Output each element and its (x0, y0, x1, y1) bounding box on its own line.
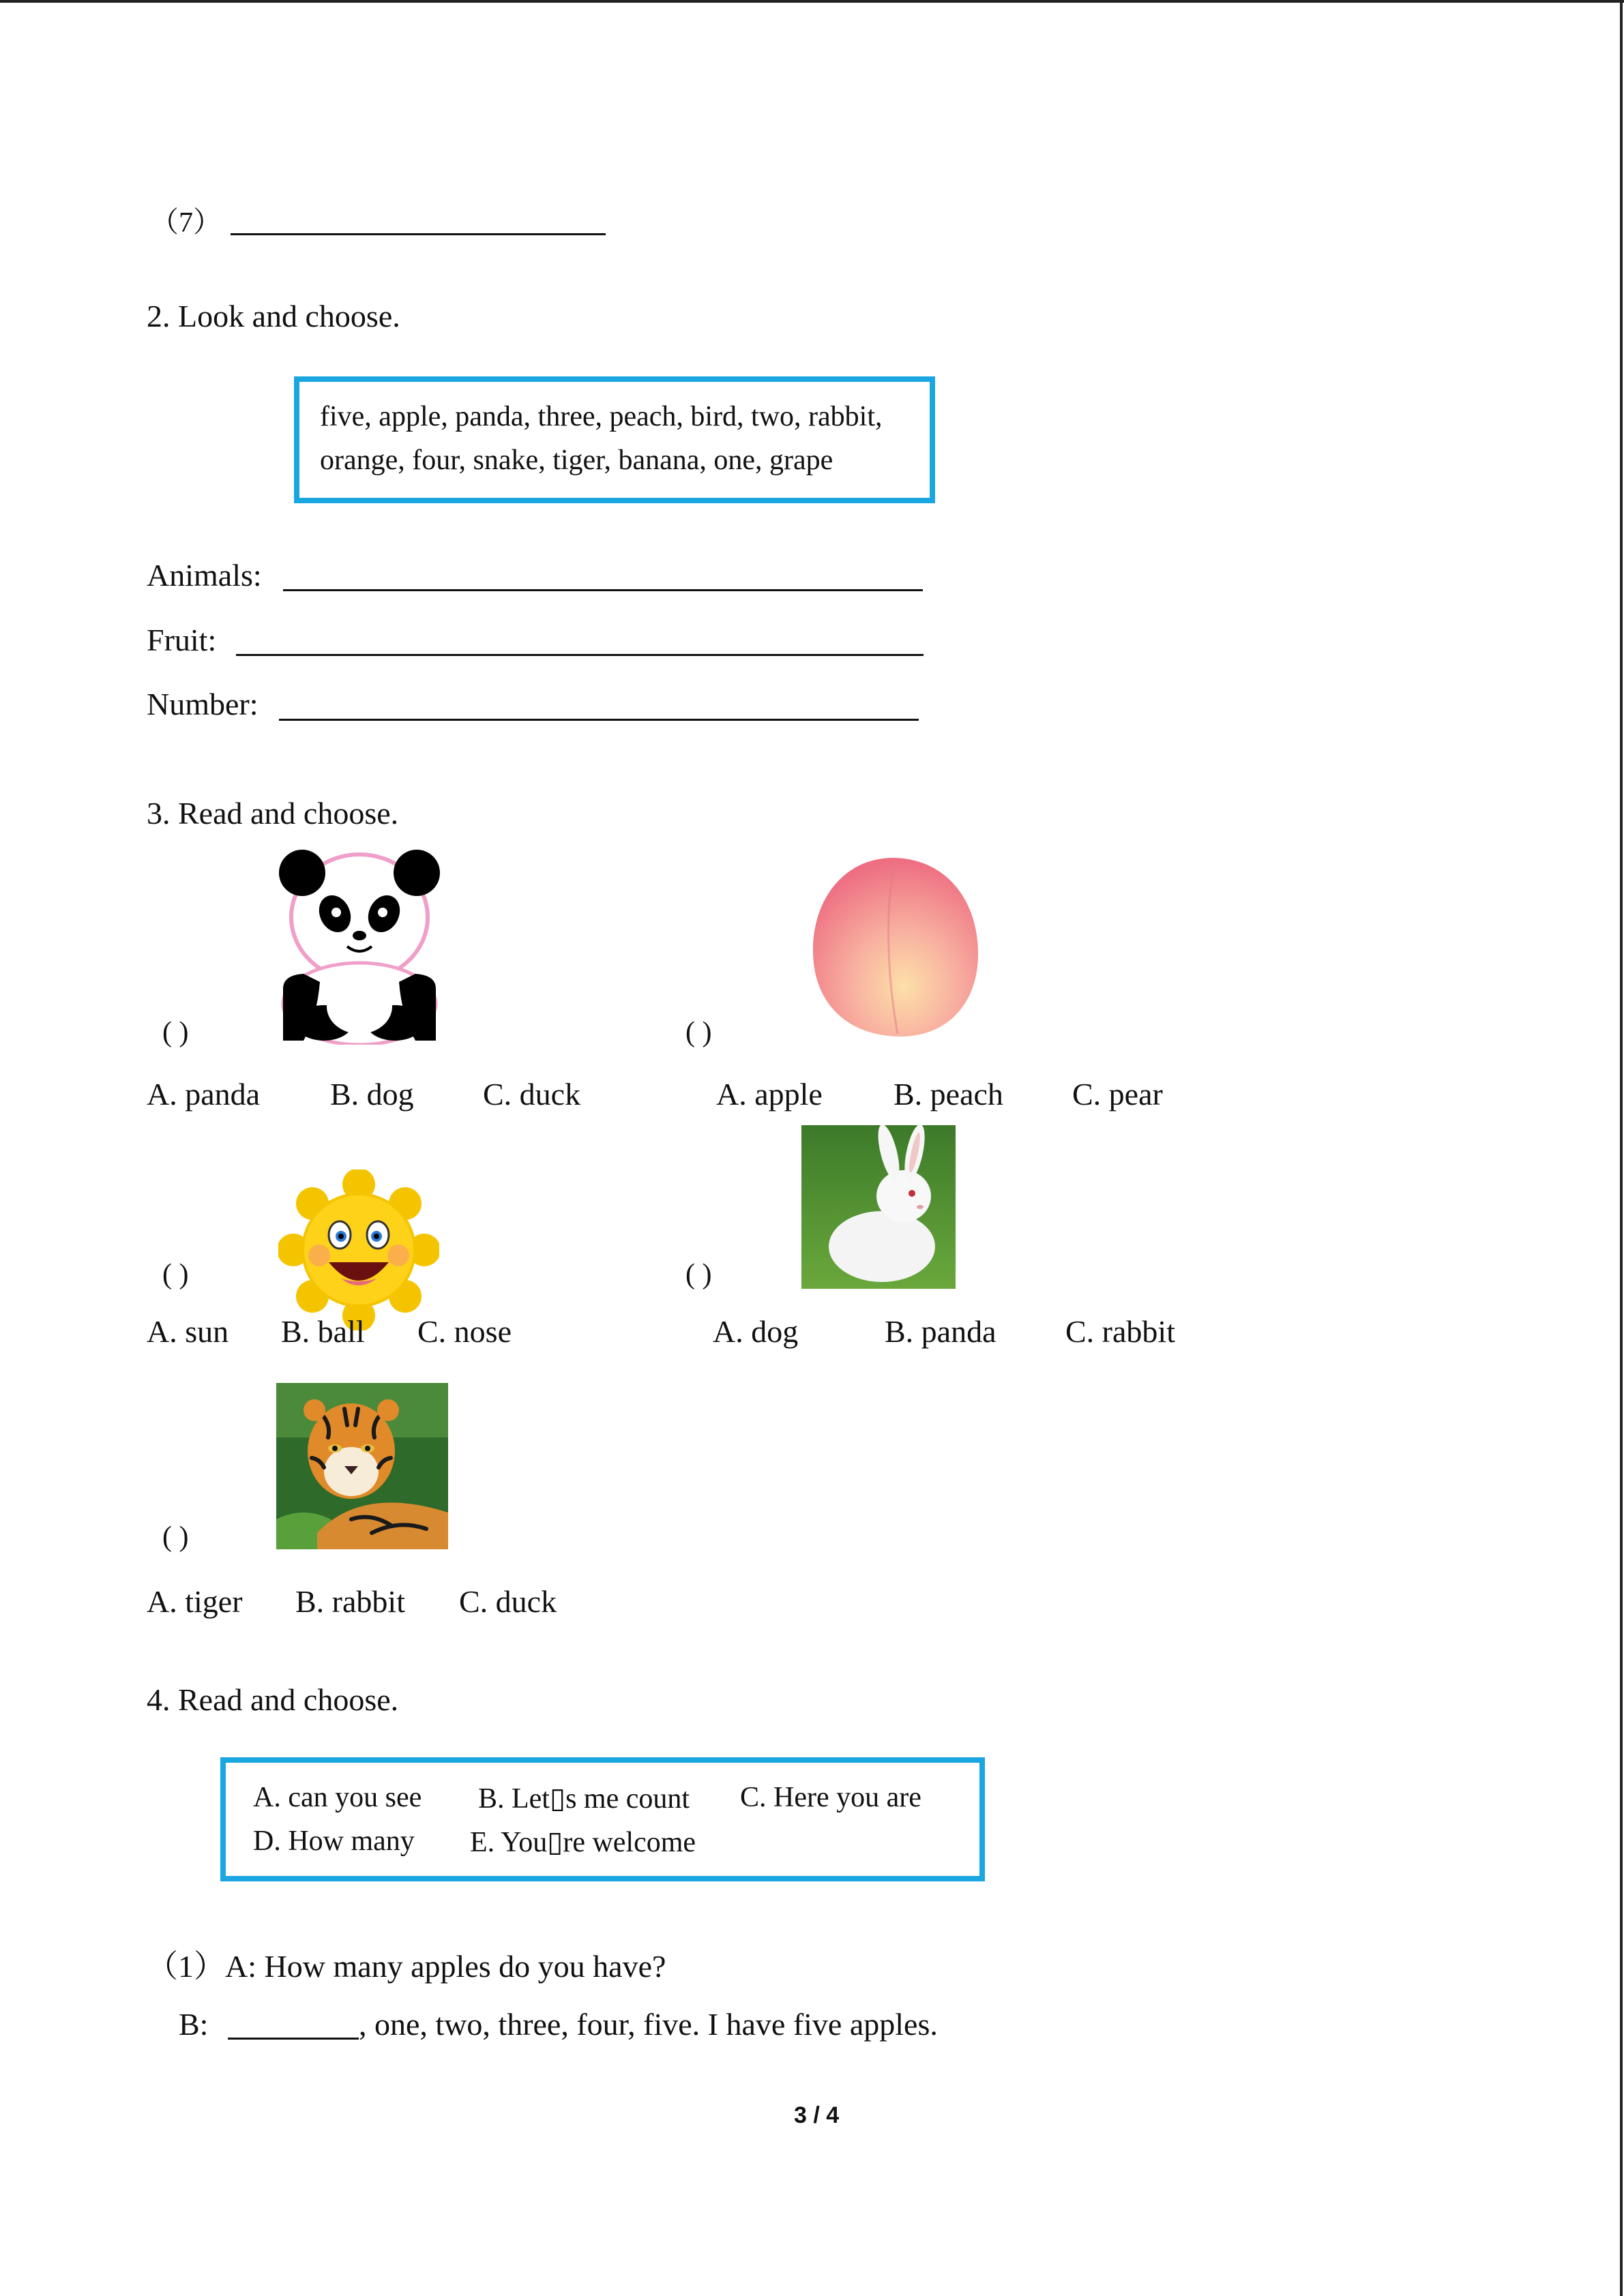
item-7-label: （7） (150, 207, 222, 239)
category-number-answer-line[interactable] (279, 719, 919, 721)
category-number-label: Number: (147, 687, 259, 721)
section-4-title: 4. Read and choose. (147, 1682, 399, 1717)
peach-option-b[interactable]: B. peach (894, 1077, 1003, 1112)
word-bank-line-1: five, apple, panda, three, peach, bird, two, rabbit, (320, 401, 883, 432)
sun-option-c[interactable]: C. nose (417, 1314, 512, 1349)
category-fruit-label: Fruit: (147, 623, 217, 657)
page-border-top (0, 0, 1624, 3)
peach-option-c[interactable]: C. pear (1072, 1077, 1163, 1112)
section-2-title: 2. Look and choose. (147, 299, 400, 333)
section-3-title: 3. Read and choose. (147, 796, 399, 831)
panda-option-a[interactable]: A. panda (147, 1077, 261, 1112)
category-fruit-answer-line[interactable] (236, 654, 924, 656)
tiger-picture (276, 1383, 448, 1549)
peach-picture (805, 851, 986, 1042)
dialogue-1-answer-blank[interactable] (228, 2038, 359, 2040)
rabbit-picture (801, 1125, 956, 1289)
word-bank-line-2: orange, four, snake, tiger, banana, one, grape (320, 445, 833, 476)
panda-option-c[interactable]: C. duck (483, 1077, 581, 1112)
rabbit-option-c[interactable]: C. rabbit (1065, 1314, 1175, 1349)
phrase-bank-box (220, 1757, 985, 1881)
peach-option-a[interactable]: A. apple (716, 1077, 823, 1112)
page-border-right (1620, 0, 1623, 2296)
answer-bracket-rabbit[interactable]: ( ) (685, 1259, 712, 1290)
answer-bracket-tiger[interactable]: ( ) (162, 1521, 189, 1553)
answer-bracket-peach[interactable]: ( ) (685, 1017, 712, 1048)
phrase-option-e: E. You▯re welcome (470, 1827, 696, 1858)
item-7-answer-line[interactable] (231, 233, 606, 235)
rabbit-option-b[interactable]: B. panda (885, 1314, 996, 1349)
sun-picture (278, 1169, 439, 1330)
page-number: 3 / 4 (794, 2102, 840, 2128)
answer-bracket-sun[interactable]: ( ) (162, 1259, 189, 1290)
rabbit-option-a[interactable]: A. dog (713, 1314, 799, 1349)
dialogue-1-answer-prefix: B: (179, 2007, 209, 2042)
dialogue-1-answer-text: , one, two, three, four, five. I have five apples. (359, 2007, 938, 2042)
tiger-option-b[interactable]: B. rabbit (295, 1584, 405, 1619)
word-bank-box (294, 376, 935, 503)
tiger-option-a[interactable]: A. tiger (147, 1584, 243, 1619)
tiger-option-c[interactable]: C. duck (459, 1584, 557, 1619)
phrase-option-b: B. Let▯s me count (478, 1783, 690, 1815)
category-animals-label: Animals: (147, 558, 262, 593)
panda-picture (276, 846, 443, 1045)
phrase-option-d: D. How many (253, 1825, 415, 1857)
phrase-option-c: C. Here you are (740, 1782, 921, 1813)
sun-option-a[interactable]: A. sun (147, 1314, 229, 1349)
answer-bracket-panda[interactable]: ( ) (162, 1017, 189, 1048)
category-animals-answer-line[interactable] (283, 589, 923, 591)
sun-option-b[interactable]: B. ball (281, 1314, 365, 1349)
dialogue-1-question: （1）A: How many apples do you have? (147, 1949, 666, 1984)
phrase-option-a: A. can you see (253, 1782, 422, 1813)
panda-option-b[interactable]: B. dog (330, 1077, 414, 1112)
